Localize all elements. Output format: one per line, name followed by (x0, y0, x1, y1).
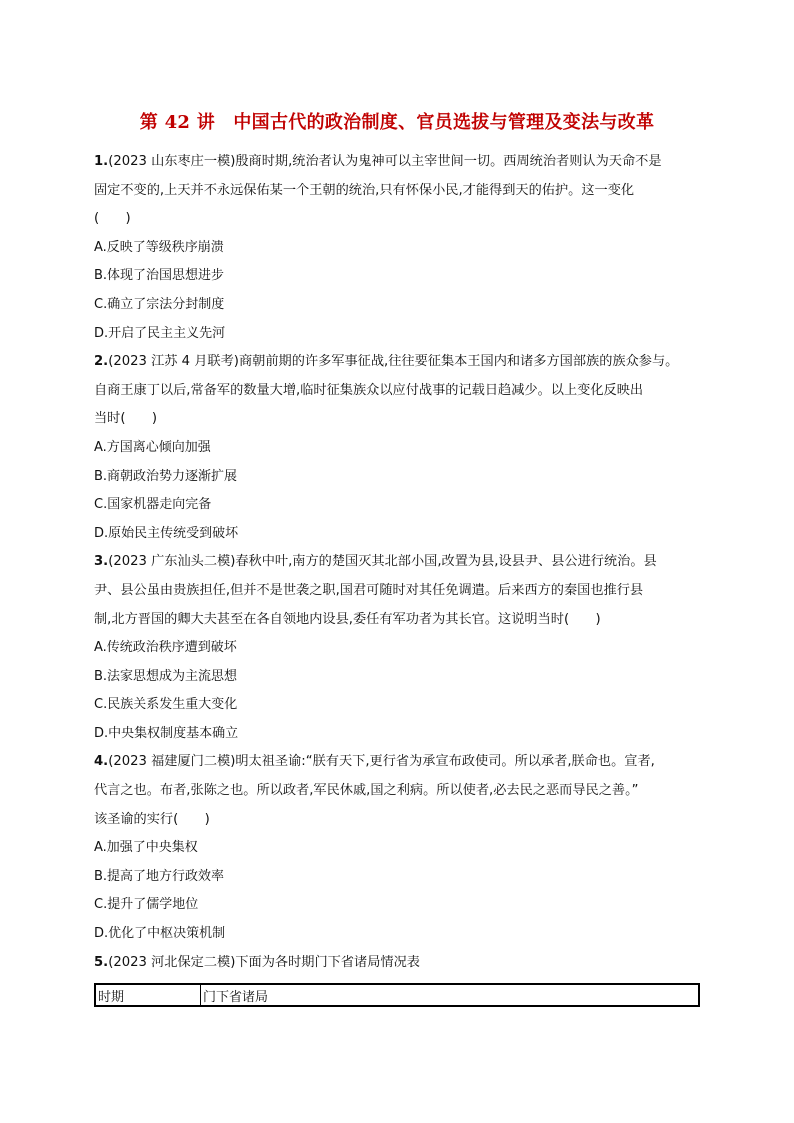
question-text: (2023 河北保定二模)下面为各时期门下省诸局情况表 (108, 954, 420, 970)
option-c: C.国家机器走向完备 (94, 497, 212, 513)
question-answer-blank: ( ) (94, 211, 131, 227)
option-d: D.优化了中枢决策机制 (94, 926, 226, 942)
option-a: A.方国离心倾向加强 (94, 439, 211, 455)
option-b: B.法家思想成为主流思想 (94, 668, 238, 684)
question-3 (94, 548, 704, 748)
question-line (94, 949, 704, 978)
option-b: B.体现了治国思想进步 (94, 268, 225, 284)
question-number: 2. (94, 354, 109, 370)
question-text: 尹、县公虽由贵族担任,但并不是世袭之职,国君可随时对其任免调遣。后来西方的秦国也推行县 (94, 582, 644, 598)
question-2 (94, 348, 704, 548)
question-text: 制,北方晋国的卿大夫甚至在各自领地内设县,委任有军功者为其长官。这说明当时( ) (94, 611, 601, 627)
option-b: B.商朝政治势力逐渐扩展 (94, 468, 238, 484)
question-line (94, 348, 704, 377)
question-5 (94, 949, 704, 978)
question-list (94, 148, 704, 977)
question-number: 4. (94, 754, 109, 770)
info-table-wrapper (94, 983, 700, 1007)
option-b: B.提高了地方行政效率 (94, 868, 225, 884)
question-text: 代言之也。布者,张陈之也。所以政者,军民休戚,国之利病。所以使者,必去民之恶而导民之善。” (94, 783, 639, 799)
option-c: C.提升了儒学地位 (94, 897, 199, 913)
question-line (94, 148, 704, 177)
option-c: C.民族关系发生重大变化 (94, 697, 238, 713)
info-table (94, 983, 700, 1007)
option-d: D.开启了民主主义先河 (94, 325, 226, 341)
option-c: C.确立了宗法分封制度 (94, 296, 225, 312)
option-d: D.原始民主传统受到破坏 (94, 525, 239, 541)
question-number: 1. (94, 154, 109, 169)
table-header-bureaus: 门下省诸局 (201, 984, 700, 1006)
question-text: (2023 江苏 4 月联考)商朝前期的许多军事征战,往往要征集本王国内和诸多方国部族的族众参与。 (108, 354, 679, 370)
question-number: 5. (94, 954, 109, 970)
question-text: (2023 广东汕头二模)春秋中叶,南方的楚国灭其北部小国,改置为县,设县尹、县公进行统治。县 (108, 554, 657, 570)
table-header-period: 时期 (95, 984, 201, 1006)
option-a: A.反映了等级秩序崩溃 (94, 239, 224, 255)
question-line (94, 548, 704, 577)
question-text: 该圣谕的实行( ) (94, 811, 210, 827)
question-1 (94, 148, 704, 348)
question-text: 自商王康丁以后,常备军的数量大增,临时征集族众以应付战事的记载日趋减少。以上变化反映出 (94, 382, 644, 398)
question-number: 3. (94, 554, 109, 570)
question-text: (2023 山东枣庄一模)殷商时期,统治者认为鬼神可以主宰世间一切。西周统治者则认为天命不是 (108, 154, 662, 169)
page-title: 第 42 讲 中国古代的政治制度、官员选拔与管理及变法与改革 (139, 112, 655, 133)
table-header-row (95, 984, 699, 1006)
option-d: D.中央集权制度基本确立 (94, 725, 239, 741)
question-text: 固定不变的,上天并不永远保佑某一个王朝的统治,只有怀保小民,才能得到天的佑护。这一变化 (94, 182, 635, 198)
question-line (94, 748, 704, 777)
question-text: 当时( ) (94, 411, 158, 427)
question-4 (94, 748, 704, 948)
option-a: A.传统政治秩序遭到破坏 (94, 640, 237, 656)
option-a: A.加强了中央集权 (94, 840, 198, 856)
question-text: (2023 福建厦门二模)明太祖圣谕:“朕有天下,更行省为承宣布政使司。所以承者,朕命也。宣者, (108, 754, 655, 770)
